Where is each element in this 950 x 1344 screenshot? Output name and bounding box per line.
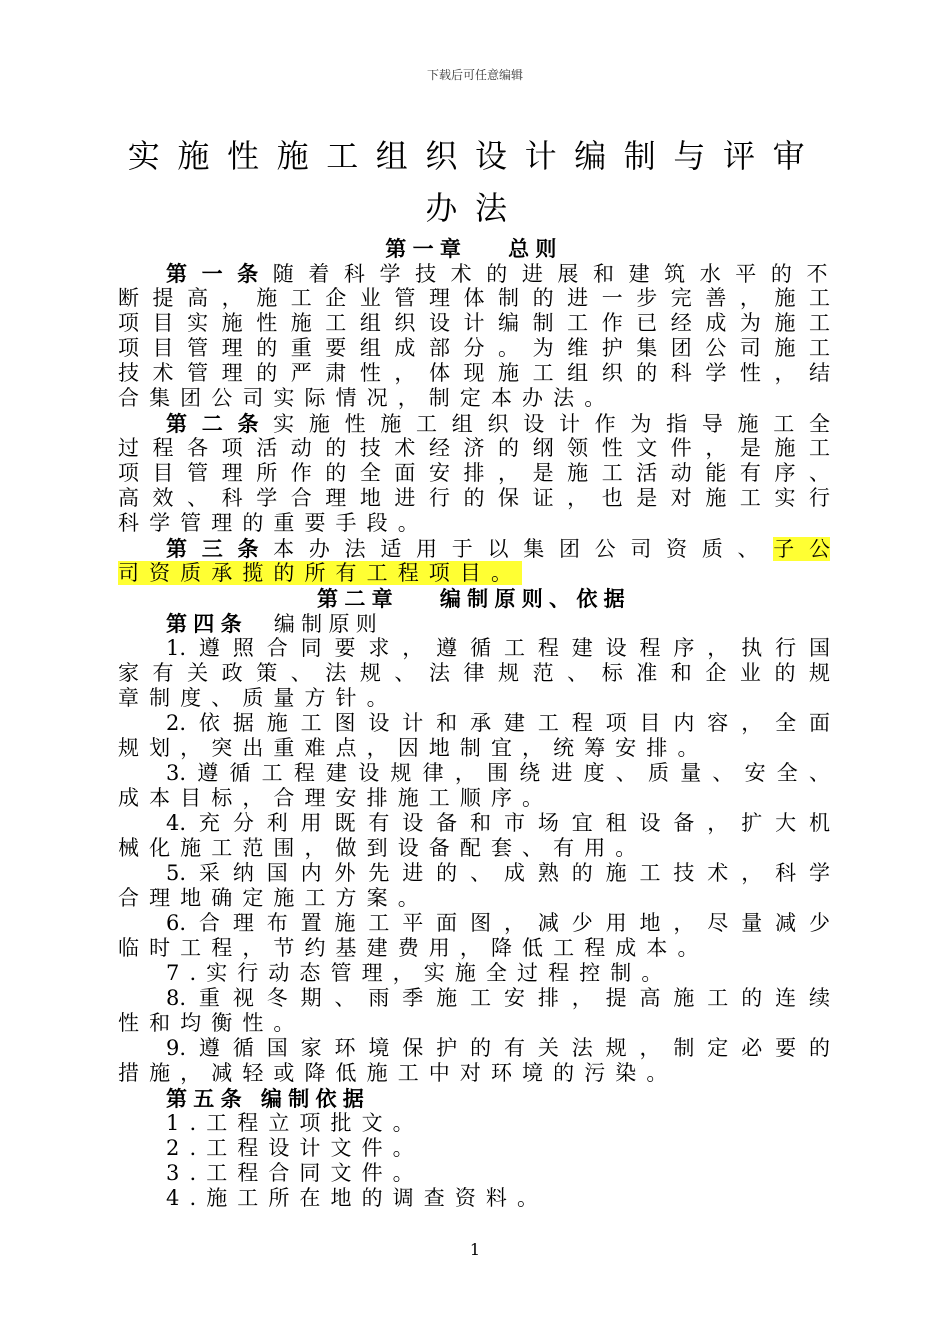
- highlighted-text: 司资质承揽的所有工程项目。: [118, 561, 523, 585]
- article-4-line: 械化施工范围，做到设备配套、有用。: [118, 836, 647, 860]
- article-2-line: 项目管理所作的全面安排，是施工活动能有序、: [118, 461, 830, 485]
- list-item: 1.工程立项批文。: [166, 1111, 424, 1135]
- article-4-line: 临时工程，节约基建费用，降低工程成本。: [118, 936, 709, 960]
- article-1-label: 第一条: [166, 261, 273, 286]
- article-4-line: 家有关政策、法规、法律规范、标准和企业的规: [118, 661, 830, 685]
- article-2-line: 第二条实施性施工组织设计作为指导施工全: [166, 411, 831, 436]
- article-4-line: 7.实行动态管理，实施全过程控制。: [166, 961, 673, 985]
- article-1-line: 项目实施性施工组织设计编制工作已经成为施工: [118, 311, 830, 335]
- list-item: 4.施工所在地的调查资料。: [166, 1186, 549, 1210]
- article-1-line: 合集团公司实际情况，制定本办法。: [118, 386, 616, 410]
- article-4-line: 2.依据施工图设计和承建工程项目内容，全面: [166, 711, 830, 735]
- article-4-line: 成本目标，合理安排施工顺序。: [118, 786, 554, 810]
- document-title-cont: 办法: [425, 189, 525, 227]
- article-3-label: 第三条: [166, 536, 274, 561]
- article-1-line: 项目管理的重要组成部分。为维护集团公司施工: [118, 336, 830, 360]
- article-4-line: 9.遵循国家环境保护的有关法规，制定必要的: [166, 1036, 830, 1060]
- article-1-line: 技术管理的严肃性，体现施工组织的科学性，结: [118, 361, 830, 385]
- list-item: 2.工程设计文件。: [166, 1136, 424, 1160]
- article-4-line: 4.充分利用既有设备和市场宜租设备，扩大机: [166, 811, 830, 835]
- article-4-line: 措施，减轻或降低施工中对环境的污染。: [118, 1061, 678, 1085]
- article-1-line: 第一条随着科学技术的进展和建筑水平的不: [166, 261, 830, 286]
- article-2-label: 第二条: [166, 411, 274, 436]
- article-3-line: [118, 561, 830, 586]
- article-4-line: 8.重视冬期、雨季施工安排，提高施工的连续: [166, 986, 830, 1010]
- article-4-heading: 第四条 编制原则: [166, 611, 384, 636]
- article-4-line: 合理地确定施工方案。: [118, 886, 429, 910]
- list-item: 3.工程合同文件。: [166, 1161, 424, 1185]
- document-body: [118, 236, 830, 1211]
- article-4-line: 6.合理布置施工平面图，减少用地，尽量减少: [166, 911, 830, 935]
- article-1-line: 断提高，施工企业管理体制的进一步完善，施工: [118, 286, 830, 310]
- article-4-line: 规划，突出重难点，因地制宜，统筹安排。: [118, 736, 709, 760]
- article-4-line: 3.遵循工程建设规律，围绕进度、质量、安全、: [166, 761, 830, 785]
- article-2-line: 高效、科学合理地进行的保证，也是对施工实行: [118, 486, 830, 510]
- page-header: 下载后可任意编辑: [426, 68, 523, 82]
- highlighted-text: 子公: [773, 537, 831, 561]
- article-4-line: 5.采纳国内外先进的、成熟的施工技术，科学: [166, 861, 830, 885]
- article-4-line: 章制度、质量方针。: [118, 686, 398, 710]
- article-5-label: 第五条: [166, 1086, 248, 1111]
- article-2-line: 过程各项活动的技术经济的纲领性文件，是施工: [118, 436, 830, 460]
- article-3-line: 第三条本办法适用于以集团公司资质、子公: [166, 536, 831, 561]
- chapter-2-title: 第二章 编制原则、依据: [317, 586, 631, 611]
- article-5-heading: 第五条 编制依据: [166, 1086, 371, 1111]
- article-4-line: 1.遵照合同要求，遵循工程建设程序，执行国: [166, 636, 830, 660]
- article-4-label: 第四条: [166, 611, 248, 636]
- article-2-line: 科学管理的重要手段。: [118, 511, 429, 535]
- page-number: 1: [469, 1240, 481, 1259]
- document-title: 实施性施工组织设计编制与评审: [127, 137, 823, 175]
- article-4-line: 性和均衡性。: [118, 1011, 305, 1035]
- chapter-1-title: 第一章 总则: [385, 236, 563, 261]
